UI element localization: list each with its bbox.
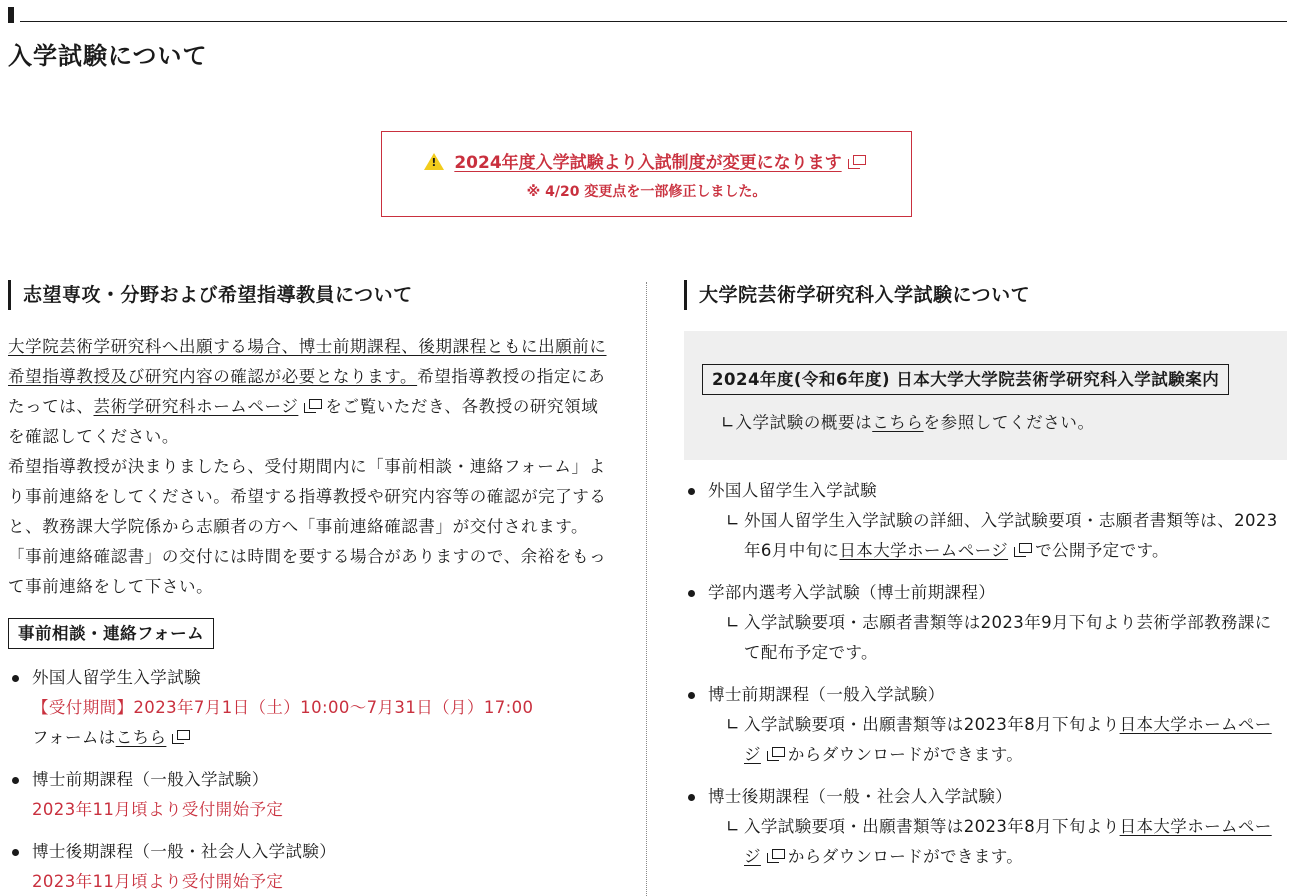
header-rule-mark bbox=[8, 7, 14, 23]
intro-tail: をご覧いただき、各教授の研究領域を確認してください。 bbox=[8, 397, 599, 446]
list-item bbox=[684, 782, 1287, 872]
external-link-icon bbox=[848, 155, 865, 169]
form-label: 事前相談・連絡フォーム bbox=[8, 618, 214, 649]
exam-title: 博士後期課程（一般・社会人入学試験） bbox=[32, 842, 337, 861]
intro-text: 希望指導教授の指定にあたっては、 bbox=[8, 367, 606, 416]
list-item bbox=[8, 663, 608, 753]
detail-post: からダウンロードができます。 bbox=[787, 745, 1024, 764]
list-item bbox=[684, 476, 1287, 566]
exam-period: 【受付期間】2023年7月1日（土）10:00〜7月31日（月）17:00 bbox=[32, 698, 534, 717]
guide-here-link[interactable]: こちら bbox=[872, 413, 924, 432]
page-title: 入学試験について bbox=[8, 42, 208, 70]
left-exam-list bbox=[8, 663, 608, 896]
exam-detail bbox=[708, 812, 1287, 872]
detail-text: 入学試験要項・志願者書類等は2023年9月下旬より芸術学部教務課にて配布予定です。 bbox=[744, 613, 1272, 662]
form-label-wrap bbox=[8, 618, 608, 649]
nihon-univ-homepage-link[interactable]: 日本大学ホームページ bbox=[839, 541, 1009, 560]
notice-sub: ※ 4/20 変更点を一部修正しました。 bbox=[526, 184, 767, 200]
hook-mark: ∟ bbox=[726, 715, 741, 734]
right-exam-list bbox=[684, 476, 1287, 872]
detail-text: 入学試験要項・出願書類等は2023年8月下旬より bbox=[744, 715, 1120, 734]
external-link-icon bbox=[1014, 543, 1031, 557]
exam-title: 博士前期課程（一般入学試験） bbox=[708, 685, 945, 704]
guide-title: 2024年度(令和6年度) 日本大学大学院芸術学研究科入学試験案内 bbox=[702, 364, 1229, 395]
exam-title: 外国人留学生入学試験 bbox=[32, 668, 201, 687]
intro-paragraph-2: 希望指導教授が決まりましたら、受付期間内に「事前相談・連絡フォーム」より事前連絡をしてください。希望する指導教授や研究内容等の確認が完了すると、教務課大学院係から志願者の方へ「事前連絡確認書」が交付されます。「事前連絡確認書」の交付には時間を要する場合がありますので、余裕をもって事前連絡をして下さい。 bbox=[8, 457, 607, 596]
notice-box bbox=[381, 131, 912, 217]
exam-title: 学部内選考入学試験（博士前期課程） bbox=[708, 583, 996, 602]
right-column bbox=[684, 280, 1287, 872]
hook-mark: ∟ bbox=[726, 817, 741, 836]
detail-post: からダウンロードができます。 bbox=[787, 847, 1024, 866]
nihon-univ-homepage-link[interactable]: 日本大学ホームページ bbox=[744, 817, 1272, 866]
nihon-univ-homepage-link[interactable]: 日本大学ホームページ bbox=[744, 715, 1272, 764]
intro-underlined-text[interactable]: 大学院芸術学研究科へ出願する場合、博士前期課程、後期課程ともに出願前に希望指導教授及び研究内容の確認が必要となります。 bbox=[8, 337, 607, 386]
warning-icon bbox=[424, 153, 444, 170]
external-link-icon bbox=[172, 730, 189, 744]
guide-note bbox=[721, 409, 1287, 433]
form-prefix: フォームは bbox=[32, 728, 116, 747]
exam-title: 博士後期課程（一般・社会人入学試験） bbox=[708, 787, 1013, 806]
guide-note-prefix: ∟入学試験の概要は bbox=[721, 413, 873, 432]
left-column bbox=[8, 280, 608, 896]
detail-text: 入学試験要項・出願書類等は2023年8月下旬より bbox=[744, 817, 1120, 836]
guide-note-suffix: を参照してください。 bbox=[923, 413, 1095, 432]
exam-title: 博士前期課程（一般入学試験） bbox=[32, 770, 269, 789]
external-link-icon bbox=[767, 849, 784, 863]
detail-post: で公開予定です。 bbox=[1035, 541, 1169, 560]
notice-headline-link[interactable]: 2024年度入学試験より入試制度が変更になります bbox=[454, 153, 842, 173]
hook-mark: ∟ bbox=[726, 511, 741, 530]
exam-detail bbox=[708, 608, 1287, 668]
notice-headline-row bbox=[382, 148, 911, 173]
external-link-icon bbox=[767, 747, 784, 761]
hook-mark: ∟ bbox=[726, 613, 741, 632]
header-rule bbox=[8, 7, 1287, 23]
right-section-heading: 大学院芸術学研究科入学試験について bbox=[684, 280, 1287, 310]
left-section-heading: 志望専攻・分野および希望指導教員について bbox=[8, 280, 608, 310]
exam-title: 外国人留学生入学試験 bbox=[708, 481, 877, 500]
list-item bbox=[684, 680, 1287, 770]
form-link[interactable]: こちら bbox=[115, 728, 167, 747]
list-item bbox=[684, 578, 1287, 668]
exam-detail bbox=[708, 506, 1287, 566]
exam-period: 2023年11月頃より受付開始予定 bbox=[32, 872, 284, 891]
guide-box bbox=[684, 331, 1287, 460]
external-link-icon bbox=[304, 399, 321, 413]
header-rule-line bbox=[20, 21, 1287, 22]
exam-detail bbox=[708, 710, 1287, 770]
detail-text: 外国人留学生入学試験の詳細、入学試験要項・志願者書類等は、2023年6月中旬に bbox=[744, 511, 1278, 560]
list-item bbox=[8, 837, 608, 896]
column-divider bbox=[646, 282, 647, 896]
exam-period: 2023年11月頃より受付開始予定 bbox=[32, 800, 284, 819]
list-item bbox=[8, 765, 608, 825]
left-intro-paragraph bbox=[8, 332, 608, 602]
faculty-homepage-link[interactable]: 芸術学研究科ホームページ bbox=[93, 397, 299, 416]
